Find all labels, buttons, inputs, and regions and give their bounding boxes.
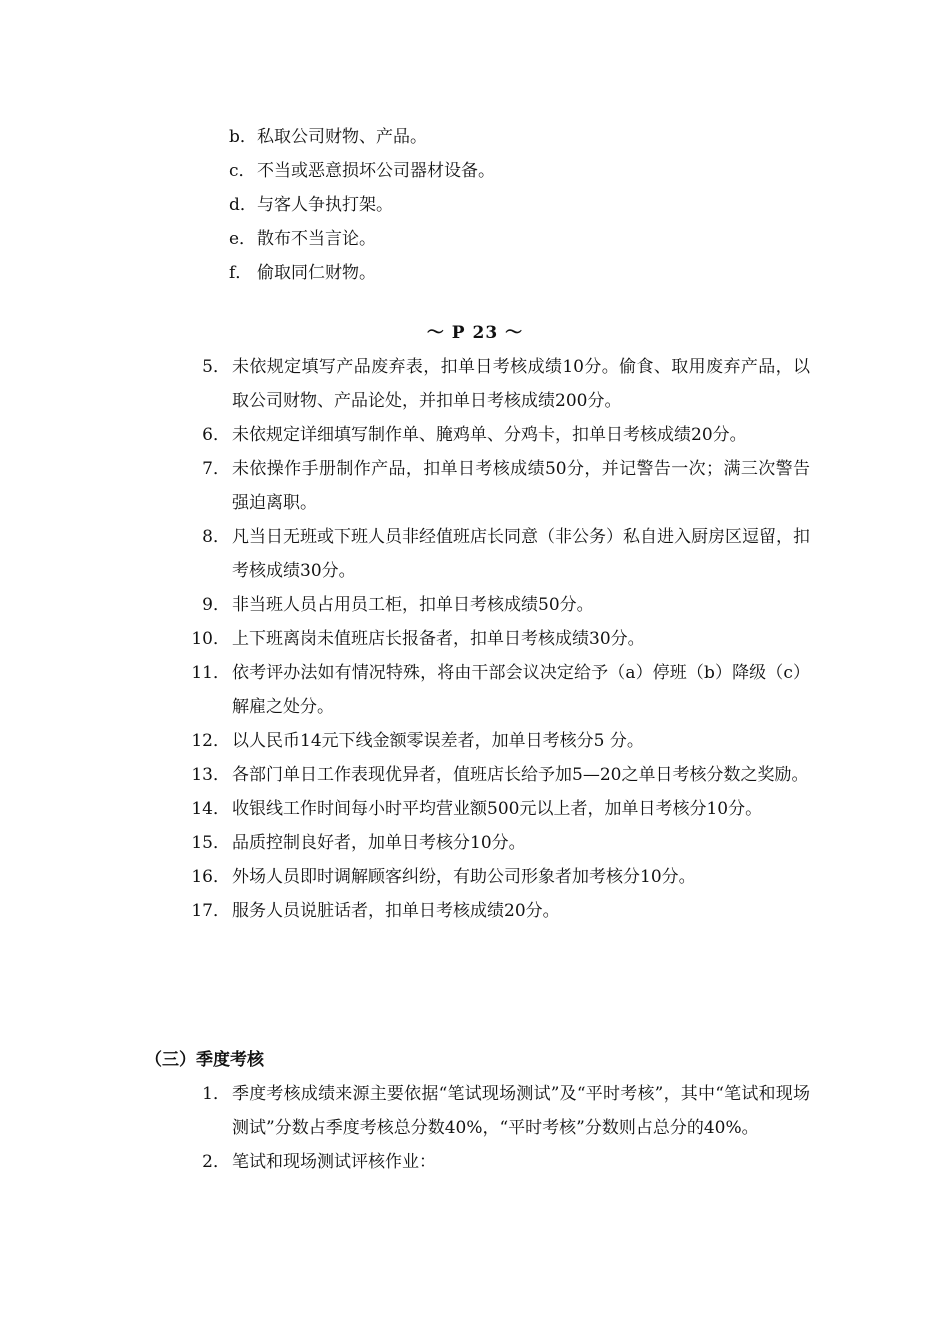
item-number: 2． bbox=[202, 1152, 230, 1172]
list-item bbox=[229, 222, 789, 256]
list-item bbox=[229, 154, 789, 188]
list-item bbox=[190, 860, 810, 894]
item-number: 1． bbox=[202, 1084, 230, 1104]
item-number: 17． bbox=[191, 901, 230, 921]
item-text: 未依操作手册制作产品，扣单日考核成绩50分，并记警告一次；满三次警告强迫离职。 bbox=[232, 459, 810, 513]
list-item bbox=[190, 758, 810, 792]
list-item bbox=[190, 588, 810, 622]
item-marker: c． bbox=[229, 161, 256, 181]
list-item bbox=[190, 520, 810, 588]
item-number: 6． bbox=[202, 425, 230, 445]
list-item bbox=[190, 826, 810, 860]
item-text: 凡当日无班或下班人员非经值班店长同意（非公务）私自进入厨房区逗留，扣考核成绩30分。 bbox=[232, 527, 810, 581]
list-item bbox=[190, 792, 810, 826]
item-marker: f． bbox=[229, 263, 253, 283]
list-item bbox=[229, 120, 789, 154]
item-number: 13． bbox=[191, 765, 230, 785]
numbered-rule-list bbox=[190, 350, 810, 928]
item-number: 12． bbox=[191, 731, 230, 751]
item-number: 11． bbox=[191, 663, 230, 683]
list-item bbox=[190, 1077, 810, 1145]
list-item bbox=[190, 656, 810, 724]
item-text: 外场人员即时调解顾客纠纷，有助公司形象者加考核分10分。 bbox=[232, 867, 696, 887]
item-number: 16． bbox=[191, 867, 230, 887]
item-marker: d． bbox=[229, 195, 257, 215]
item-text: 上下班离岗未值班店长报备者，扣单日考核成绩30分。 bbox=[232, 629, 645, 649]
page-number: ～ P 23 ～ bbox=[426, 323, 524, 343]
item-number: 14． bbox=[191, 799, 230, 819]
list-item bbox=[190, 418, 810, 452]
item-text: 非当班人员占用员工柜，扣单日考核成绩50分。 bbox=[232, 595, 594, 615]
item-marker: b． bbox=[229, 127, 257, 147]
item-number: 9． bbox=[202, 595, 230, 615]
item-text: 依考评办法如有情况特殊，将由干部会议决定给予（a）停班（b）降级（c）解雇之处分。 bbox=[232, 663, 810, 717]
item-text: 收银线工作时间每小时平均营业额500元以上者，加单日考核分10分。 bbox=[232, 799, 763, 819]
item-text: 笔试和现场测试评核作业： bbox=[232, 1152, 436, 1172]
list-item bbox=[190, 894, 810, 928]
item-text: 服务人员说脏话者，扣单日考核成绩20分。 bbox=[232, 901, 560, 921]
item-text: 品质控制良好者，加单日考核分10分。 bbox=[232, 833, 526, 853]
item-text: 季度考核成绩来源主要依据“笔试现场测试”及“平时考核”，其中“笔试和现场测试”分数占季度考核总分数40%，“平时考核”分数则占总分的40%。 bbox=[232, 1084, 810, 1138]
item-text: 私取公司财物、产品。 bbox=[257, 127, 427, 147]
list-item bbox=[190, 452, 810, 520]
list-item bbox=[190, 350, 810, 418]
list-item bbox=[190, 724, 810, 758]
list-item bbox=[229, 256, 789, 290]
item-text: 以人民币14元下线金额零误差者，加单日考核分5 分。 bbox=[232, 731, 644, 751]
section-heading: （三）季度考核 bbox=[145, 1050, 264, 1070]
item-marker: e． bbox=[229, 229, 257, 249]
list-item bbox=[190, 622, 810, 656]
item-number: 10． bbox=[191, 629, 230, 649]
item-text: 偷取同仁财物。 bbox=[257, 263, 376, 283]
list-item bbox=[190, 1145, 810, 1179]
item-text: 未依规定填写产品废弃表，扣单日考核成绩10分。偷食、取用废弃产品，以取公司财物、产品论处，并扣单日考核成绩200分。 bbox=[232, 357, 810, 411]
item-number: 15． bbox=[191, 833, 230, 853]
item-text: 未依规定详细填写制作单、腌鸡单、分鸡卡，扣单日考核成绩20分。 bbox=[232, 425, 747, 445]
item-number: 8． bbox=[202, 527, 230, 547]
list-item bbox=[229, 188, 789, 222]
item-text: 不当或恶意损坏公司器材设备。 bbox=[257, 161, 495, 181]
section-item-list bbox=[190, 1077, 810, 1179]
item-number: 7． bbox=[202, 459, 230, 479]
item-text: 各部门单日工作表现优异者，值班店长给予加5—20之单日考核分数之奖励。 bbox=[232, 765, 809, 785]
item-text: 与客人争执打架。 bbox=[257, 195, 393, 215]
item-text: 散布不当言论。 bbox=[257, 229, 376, 249]
item-number: 5． bbox=[202, 357, 230, 377]
sub-item-list bbox=[229, 120, 789, 290]
